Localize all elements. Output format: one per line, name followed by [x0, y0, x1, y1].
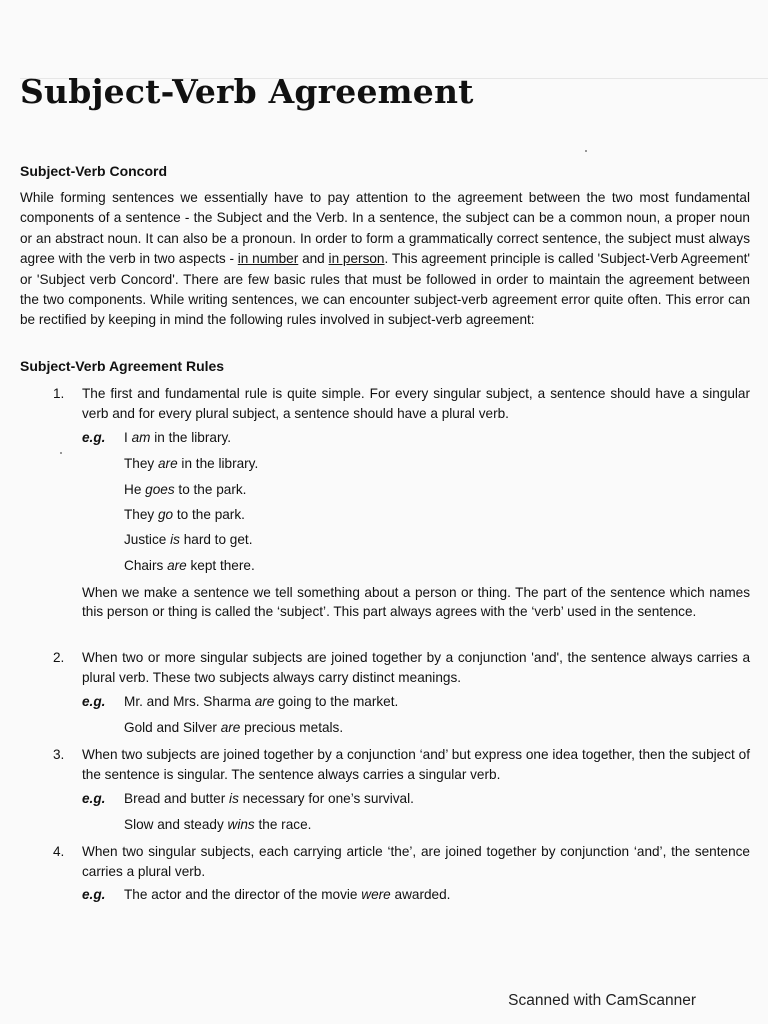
example-verb: go	[158, 507, 174, 522]
rule-note: When we make a sentence we tell something about a person or thing. The part of the sentence which names this person or thing is called the ‘subject’. This part always agrees with the ‘verb’ used in the sentence.	[82, 585, 750, 619]
intro-text-part-a: While forming sentences we essentially have to pay attention to the agreement between the two most fundamental components of a sentence - the Subject and the Verb. In a sentence, the subject can be a common noun, a proper noun or an abstract noun. It can also be a pronoun. In order to form a grammatically correct sentence, the subject must always agree with the verb in two aspects -	[20, 190, 750, 267]
example-rest: hard to get.	[179, 532, 253, 547]
example-verb: are	[158, 456, 178, 471]
example-subject: Gold and Silver	[124, 720, 221, 735]
example-subject: They	[124, 456, 158, 471]
rule-text: The first and fundamental rule is quite simple. For every singular subject, a sentence should have a singular verb and for every plural subject, a sentence should have a plural verb.	[82, 386, 750, 421]
underlined-in-number: in number	[237, 251, 299, 267]
example-subject: The actor and the director of the movie	[124, 887, 362, 902]
rule-number: 1.	[53, 386, 65, 401]
example-sentence	[124, 507, 245, 522]
eg-label: e.g.	[82, 430, 106, 445]
example-rest: kept there.	[186, 558, 255, 573]
example-subject: Chairs	[124, 558, 168, 573]
example-subject: Mr. and Mrs. Sharma	[124, 694, 255, 709]
example-sentence	[124, 817, 311, 832]
example-sentence	[124, 558, 255, 573]
eg-label: e.g.	[82, 887, 106, 902]
scan-speck	[60, 452, 62, 454]
scan-speck	[585, 150, 587, 152]
example-subject: Justice	[124, 532, 171, 547]
example-subject: Slow and steady	[124, 817, 228, 832]
eg-label: e.g.	[82, 694, 106, 709]
example-rest: in the library.	[150, 430, 232, 445]
rule-number: 3.	[53, 747, 65, 762]
example-rest: precious metals.	[240, 720, 344, 735]
example-rest: the race.	[254, 817, 312, 832]
example-subject: He	[124, 482, 146, 497]
example-rest: necessary for one’s survival.	[238, 791, 414, 806]
page-title: Subject-Verb Agreement	[20, 72, 474, 111]
scanner-watermark: Scanned with CamScanner	[508, 992, 696, 1009]
example-sentence	[124, 456, 258, 471]
example-verb: were	[361, 887, 391, 902]
example-rest: going to the market.	[274, 694, 399, 709]
example-rest: to the park.	[173, 507, 245, 522]
example-verb: goes	[145, 482, 175, 497]
example-verb: are	[220, 720, 241, 735]
example-sentence	[124, 720, 343, 735]
intro-paragraph	[20, 188, 750, 331]
example-sentence	[124, 791, 414, 806]
intro-text-and: and	[298, 251, 329, 267]
example-verb: are	[254, 694, 275, 709]
example-verb: is	[229, 791, 239, 806]
example-verb: are	[167, 558, 187, 573]
eg-label: e.g.	[82, 791, 106, 806]
rule-text: When two or more singular subjects are joined together by a conjunction 'and', the sentence always carries a plural verb. These two subjects always carry distinct meanings.	[82, 650, 750, 685]
rule-text: When two singular subjects, each carrying article ‘the’, are joined together by conjunction ‘and’, the sentence carries a plural verb.	[82, 844, 750, 879]
example-rest: to the park.	[174, 482, 247, 497]
example-verb: wins	[227, 817, 255, 832]
rule-number: 2.	[53, 650, 65, 665]
example-subject: They	[124, 507, 158, 522]
section-heading-rules: Subject-Verb Agreement Rules	[20, 358, 225, 374]
rule-text: When two subjects are joined together by a conjunction ‘and’ but express one idea together, then the subject of the sentence is singular. The sentence always carries a singular verb.	[82, 747, 750, 782]
rule-number: 4.	[53, 844, 65, 859]
example-sentence	[124, 532, 252, 547]
example-verb: am	[131, 430, 151, 445]
example-rest: awarded.	[390, 887, 451, 902]
underlined-in-person: in person	[328, 251, 385, 267]
example-sentence	[124, 482, 246, 497]
example-verb: is	[170, 532, 180, 547]
example-subject: Bread and butter	[124, 791, 230, 806]
example-sentence	[124, 887, 450, 902]
section-heading-concord: Subject-Verb Concord	[20, 163, 168, 179]
example-rest: in the library.	[177, 456, 259, 471]
example-subject: I	[124, 430, 132, 445]
example-sentence	[124, 694, 398, 709]
example-sentence	[124, 430, 231, 445]
intro-text-part-b: . This agreement principle is called 'Subject-Verb Agreement' or 'Subject verb Concord'. There are few basic rules that must be followed in order to maintain the agreement between the two components. While writing sentences, we can encounter subject-verb agreement error quite often. This error can be rectified by keeping in mind the following rules involved in subject-verb agreement:	[20, 251, 751, 328]
